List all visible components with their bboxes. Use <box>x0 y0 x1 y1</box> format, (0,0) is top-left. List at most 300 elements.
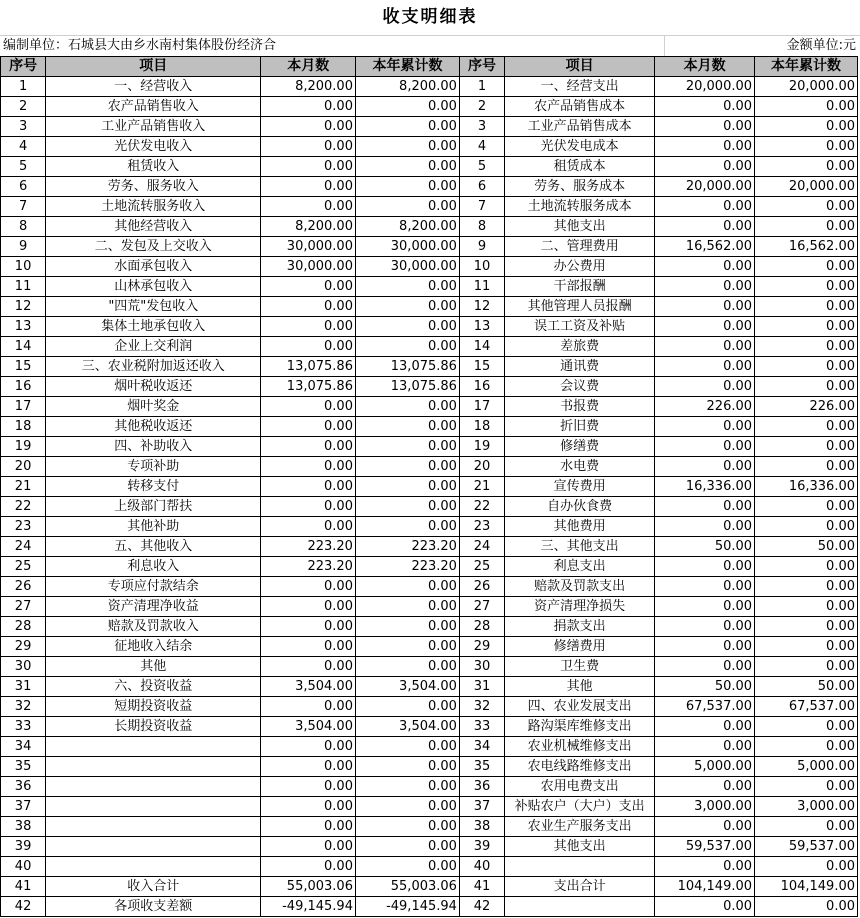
cell-income-year[interactable]: 55,003.06 <box>355 877 459 897</box>
cell-seq-2[interactable]: 14 <box>459 337 504 357</box>
cell-income-year[interactable]: 0.00 <box>355 497 459 517</box>
cell-income-month[interactable]: 3,504.00 <box>261 717 356 737</box>
cell-income-month[interactable]: -49,145.94 <box>261 897 356 917</box>
cell-expense-item[interactable]: 折旧费 <box>505 417 655 437</box>
cell-expense-month[interactable]: 0.00 <box>655 197 755 217</box>
cell-expense-month[interactable]: 0.00 <box>655 457 755 477</box>
cell-income-year[interactable]: 0.00 <box>355 857 459 877</box>
cell-expense-month[interactable]: 0.00 <box>655 817 755 837</box>
cell-expense-item[interactable]: 其他支出 <box>505 837 655 857</box>
cell-expense-item[interactable]: 书报费 <box>505 397 655 417</box>
cell-expense-year[interactable]: 0.00 <box>755 637 858 657</box>
cell-seq-2[interactable]: 26 <box>459 577 504 597</box>
cell-seq-2[interactable]: 6 <box>459 177 504 197</box>
cell-seq-2[interactable]: 20 <box>459 457 504 477</box>
cell-expense-year[interactable]: 0.00 <box>755 217 858 237</box>
cell-seq[interactable]: 3 <box>1 117 46 137</box>
cell-expense-item[interactable]: 宣传费用 <box>505 477 655 497</box>
cell-income-item[interactable]: 一、经营收入 <box>46 77 261 97</box>
cell-seq-2[interactable]: 35 <box>459 757 504 777</box>
cell-income-item[interactable]: 四、补助收入 <box>46 437 261 457</box>
cell-expense-year[interactable]: 226.00 <box>755 397 858 417</box>
cell-seq[interactable]: 20 <box>1 457 46 477</box>
cell-seq-2[interactable]: 28 <box>459 617 504 637</box>
cell-expense-item[interactable]: 捐款支出 <box>505 617 655 637</box>
cell-income-month[interactable]: 13,075.86 <box>261 357 356 377</box>
cell-expense-year[interactable]: 67,537.00 <box>755 697 858 717</box>
cell-income-year[interactable]: 3,504.00 <box>355 677 459 697</box>
cell-expense-item[interactable]: 其他 <box>505 677 655 697</box>
cell-expense-year[interactable]: 0.00 <box>755 857 858 877</box>
cell-expense-month[interactable]: 0.00 <box>655 857 755 877</box>
cell-expense-year[interactable]: 16,336.00 <box>755 477 858 497</box>
cell-income-year[interactable]: 8,200.00 <box>355 77 459 97</box>
cell-income-year[interactable]: 0.00 <box>355 737 459 757</box>
cell-expense-year[interactable]: 50.00 <box>755 537 858 557</box>
cell-income-item[interactable]: 工业产品销售收入 <box>46 117 261 137</box>
cell-expense-month[interactable]: 20,000.00 <box>655 77 755 97</box>
cell-seq-2[interactable]: 29 <box>459 637 504 657</box>
cell-expense-year[interactable]: 50.00 <box>755 677 858 697</box>
cell-expense-month[interactable]: 0.00 <box>655 597 755 617</box>
cell-seq-2[interactable]: 19 <box>459 437 504 457</box>
cell-seq[interactable]: 9 <box>1 237 46 257</box>
cell-expense-month[interactable]: 20,000.00 <box>655 177 755 197</box>
header-item[interactable]: 项目 <box>46 57 261 77</box>
cell-expense-month[interactable]: 5,000.00 <box>655 757 755 777</box>
cell-expense-year[interactable]: 104,149.00 <box>755 877 858 897</box>
cell-seq-2[interactable]: 38 <box>459 817 504 837</box>
cell-income-month[interactable]: 0.00 <box>261 297 356 317</box>
cell-income-item[interactable]: 六、投资收益 <box>46 677 261 697</box>
cell-income-item[interactable]: 其他经营收入 <box>46 217 261 237</box>
cell-expense-item[interactable]: 补贴农户（大户）支出 <box>505 797 655 817</box>
cell-seq[interactable]: 14 <box>1 337 46 357</box>
cell-income-item[interactable] <box>46 817 261 837</box>
cell-seq-2[interactable]: 40 <box>459 857 504 877</box>
cell-seq-2[interactable]: 5 <box>459 157 504 177</box>
cell-seq[interactable]: 10 <box>1 257 46 277</box>
cell-income-month[interactable]: 0.00 <box>261 417 356 437</box>
cell-income-item[interactable]: 五、其他收入 <box>46 537 261 557</box>
cell-expense-item[interactable]: 三、其他支出 <box>505 537 655 557</box>
header-seq[interactable]: 序号 <box>1 57 46 77</box>
cell-income-year[interactable]: 0.00 <box>355 137 459 157</box>
header-year[interactable]: 本年累计数 <box>355 57 459 77</box>
cell-expense-month[interactable]: 0.00 <box>655 497 755 517</box>
cell-income-month[interactable]: 0.00 <box>261 317 356 337</box>
cell-expense-item[interactable]: 劳务、服务成本 <box>505 177 655 197</box>
cell-expense-month[interactable]: 0.00 <box>655 557 755 577</box>
cell-expense-item[interactable]: 其他管理人员报酬 <box>505 297 655 317</box>
cell-seq[interactable]: 23 <box>1 517 46 537</box>
cell-expense-month[interactable]: 0.00 <box>655 157 755 177</box>
cell-income-year[interactable]: 0.00 <box>355 837 459 857</box>
cell-expense-month[interactable]: 16,336.00 <box>655 477 755 497</box>
cell-expense-item[interactable]: 其他费用 <box>505 517 655 537</box>
cell-seq-2[interactable]: 24 <box>459 537 504 557</box>
cell-expense-month[interactable]: 59,537.00 <box>655 837 755 857</box>
cell-seq[interactable]: 25 <box>1 557 46 577</box>
cell-income-month[interactable]: 13,075.86 <box>261 377 356 397</box>
cell-income-month[interactable]: 0.00 <box>261 117 356 137</box>
cell-income-item[interactable]: 二、发包及上交收入 <box>46 237 261 257</box>
cell-income-item[interactable]: 集体土地承包收入 <box>46 317 261 337</box>
cell-seq-2[interactable]: 23 <box>459 517 504 537</box>
cell-expense-year[interactable]: 20,000.00 <box>755 77 858 97</box>
cell-income-year[interactable]: 0.00 <box>355 457 459 477</box>
cell-expense-year[interactable]: 20,000.00 <box>755 177 858 197</box>
cell-seq[interactable]: 7 <box>1 197 46 217</box>
cell-expense-item[interactable]: 农用电费支出 <box>505 777 655 797</box>
cell-expense-year[interactable]: 0.00 <box>755 137 858 157</box>
cell-seq-2[interactable]: 34 <box>459 737 504 757</box>
cell-expense-month[interactable]: 3,000.00 <box>655 797 755 817</box>
cell-income-item[interactable]: 其他补助 <box>46 517 261 537</box>
cell-seq-2[interactable]: 10 <box>459 257 504 277</box>
cell-income-year[interactable]: 223.20 <box>355 557 459 577</box>
cell-expense-month[interactable]: 104,149.00 <box>655 877 755 897</box>
cell-income-month[interactable]: 0.00 <box>261 157 356 177</box>
cell-income-item[interactable]: 专项应付款结余 <box>46 577 261 597</box>
cell-seq[interactable]: 13 <box>1 317 46 337</box>
cell-seq[interactable]: 41 <box>1 877 46 897</box>
cell-expense-item[interactable]: 四、农业发展支出 <box>505 697 655 717</box>
cell-seq-2[interactable]: 2 <box>459 97 504 117</box>
cell-income-item[interactable] <box>46 737 261 757</box>
cell-expense-year[interactable]: 0.00 <box>755 777 858 797</box>
cell-expense-year[interactable]: 0.00 <box>755 277 858 297</box>
cell-seq-2[interactable]: 30 <box>459 657 504 677</box>
cell-income-year[interactable]: 0.00 <box>355 437 459 457</box>
cell-income-item[interactable]: 短期投资收益 <box>46 697 261 717</box>
cell-seq-2[interactable]: 39 <box>459 837 504 857</box>
cell-expense-year[interactable]: 0.00 <box>755 437 858 457</box>
cell-seq[interactable]: 33 <box>1 717 46 737</box>
cell-income-item[interactable]: 烟叶税收返还 <box>46 377 261 397</box>
cell-income-year[interactable]: 8,200.00 <box>355 217 459 237</box>
cell-income-year[interactable]: 0.00 <box>355 317 459 337</box>
cell-seq-2[interactable]: 22 <box>459 497 504 517</box>
cell-seq[interactable]: 32 <box>1 697 46 717</box>
cell-expense-item[interactable]: 农电线路维修支出 <box>505 757 655 777</box>
cell-expense-item[interactable]: 修缮费 <box>505 437 655 457</box>
cell-income-month[interactable]: 0.00 <box>261 657 356 677</box>
cell-expense-month[interactable]: 0.00 <box>655 897 755 917</box>
cell-expense-item[interactable]: 水电费 <box>505 457 655 477</box>
cell-expense-month[interactable]: 0.00 <box>655 297 755 317</box>
cell-income-item[interactable]: 专项补助 <box>46 457 261 477</box>
cell-seq[interactable]: 12 <box>1 297 46 317</box>
cell-expense-item[interactable]: 卫生费 <box>505 657 655 677</box>
cell-expense-year[interactable]: 0.00 <box>755 457 858 477</box>
cell-expense-year[interactable]: 3,000.00 <box>755 797 858 817</box>
cell-expense-month[interactable]: 0.00 <box>655 517 755 537</box>
cell-income-item[interactable]: 赔款及罚款收入 <box>46 617 261 637</box>
cell-seq[interactable]: 8 <box>1 217 46 237</box>
cell-expense-month[interactable]: 0.00 <box>655 137 755 157</box>
cell-expense-item[interactable]: 农业生产服务支出 <box>505 817 655 837</box>
cell-seq-2[interactable]: 27 <box>459 597 504 617</box>
cell-income-year[interactable]: 0.00 <box>355 597 459 617</box>
cell-seq-2[interactable]: 1 <box>459 77 504 97</box>
cell-expense-month[interactable]: 50.00 <box>655 537 755 557</box>
cell-income-month[interactable]: 0.00 <box>261 637 356 657</box>
cell-expense-month[interactable]: 0.00 <box>655 617 755 637</box>
cell-income-month[interactable]: 0.00 <box>261 517 356 537</box>
cell-expense-month[interactable]: 0.00 <box>655 657 755 677</box>
cell-income-year[interactable]: 0.00 <box>355 397 459 417</box>
cell-income-item[interactable]: 三、农业税附加返还收入 <box>46 357 261 377</box>
cell-seq[interactable]: 19 <box>1 437 46 457</box>
cell-seq[interactable]: 22 <box>1 497 46 517</box>
cell-seq[interactable]: 5 <box>1 157 46 177</box>
cell-income-month[interactable]: 55,003.06 <box>261 877 356 897</box>
cell-income-year[interactable]: 0.00 <box>355 797 459 817</box>
cell-income-year[interactable]: 0.00 <box>355 817 459 837</box>
cell-seq-2[interactable]: 8 <box>459 217 504 237</box>
cell-expense-item[interactable]: 干部报酬 <box>505 277 655 297</box>
cell-income-year[interactable]: 0.00 <box>355 517 459 537</box>
cell-income-month[interactable]: 0.00 <box>261 817 356 837</box>
cell-income-year[interactable]: 0.00 <box>355 417 459 437</box>
cell-seq-2[interactable]: 37 <box>459 797 504 817</box>
cell-seq-2[interactable]: 7 <box>459 197 504 217</box>
cell-income-item[interactable]: 土地流转服务收入 <box>46 197 261 217</box>
cell-income-item[interactable]: "四荒"发包收入 <box>46 297 261 317</box>
cell-income-year[interactable]: 0.00 <box>355 97 459 117</box>
cell-expense-month[interactable]: 0.00 <box>655 437 755 457</box>
cell-expense-year[interactable]: 0.00 <box>755 257 858 277</box>
cell-income-item[interactable]: 企业上交利润 <box>46 337 261 357</box>
cell-income-month[interactable]: 0.00 <box>261 197 356 217</box>
cell-income-item[interactable]: 劳务、服务收入 <box>46 177 261 197</box>
cell-income-item[interactable]: 租赁收入 <box>46 157 261 177</box>
cell-income-item[interactable]: 各项收支差额 <box>46 897 261 917</box>
cell-seq-2[interactable]: 42 <box>459 897 504 917</box>
cell-income-month[interactable]: 223.20 <box>261 537 356 557</box>
cell-income-year[interactable]: 30,000.00 <box>355 237 459 257</box>
cell-seq[interactable]: 17 <box>1 397 46 417</box>
cell-seq-2[interactable]: 12 <box>459 297 504 317</box>
cell-income-month[interactable]: 8,200.00 <box>261 77 356 97</box>
cell-expense-year[interactable]: 0.00 <box>755 377 858 397</box>
cell-expense-item[interactable]: 农产品销售成本 <box>505 97 655 117</box>
cell-income-item[interactable] <box>46 797 261 817</box>
cell-seq[interactable]: 29 <box>1 637 46 657</box>
cell-expense-month[interactable]: 0.00 <box>655 277 755 297</box>
cell-seq-2[interactable]: 31 <box>459 677 504 697</box>
cell-seq-2[interactable]: 3 <box>459 117 504 137</box>
cell-expense-year[interactable]: 0.00 <box>755 157 858 177</box>
cell-expense-month[interactable]: 0.00 <box>655 377 755 397</box>
cell-income-month[interactable]: 223.20 <box>261 557 356 577</box>
cell-income-month[interactable]: 0.00 <box>261 497 356 517</box>
cell-expense-year[interactable]: 0.00 <box>755 417 858 437</box>
cell-seq-2[interactable]: 17 <box>459 397 504 417</box>
cell-income-item[interactable]: 收入合计 <box>46 877 261 897</box>
cell-expense-item[interactable]: 支出合计 <box>505 877 655 897</box>
cell-income-year[interactable]: 0.00 <box>355 277 459 297</box>
cell-income-month[interactable]: 0.00 <box>261 437 356 457</box>
cell-seq[interactable]: 36 <box>1 777 46 797</box>
cell-seq[interactable]: 15 <box>1 357 46 377</box>
cell-income-month[interactable]: 0.00 <box>261 697 356 717</box>
cell-seq[interactable]: 30 <box>1 657 46 677</box>
cell-income-year[interactable]: 0.00 <box>355 297 459 317</box>
cell-income-month[interactable]: 0.00 <box>261 577 356 597</box>
cell-income-year[interactable]: 223.20 <box>355 537 459 557</box>
cell-seq-2[interactable]: 32 <box>459 697 504 717</box>
cell-income-month[interactable]: 0.00 <box>261 757 356 777</box>
cell-expense-item[interactable]: 资产清理净损失 <box>505 597 655 617</box>
cell-expense-item[interactable]: 修缮费用 <box>505 637 655 657</box>
cell-income-month[interactable]: 0.00 <box>261 177 356 197</box>
cell-income-year[interactable]: 0.00 <box>355 777 459 797</box>
cell-income-month[interactable]: 0.00 <box>261 97 356 117</box>
cell-seq[interactable]: 37 <box>1 797 46 817</box>
cell-income-year[interactable]: -49,145.94 <box>355 897 459 917</box>
cell-expense-month[interactable]: 0.00 <box>655 577 755 597</box>
cell-expense-item[interactable]: 租赁成本 <box>505 157 655 177</box>
cell-income-year[interactable]: 30,000.00 <box>355 257 459 277</box>
cell-expense-item[interactable]: 农业机械维修支出 <box>505 737 655 757</box>
cell-seq-2[interactable]: 15 <box>459 357 504 377</box>
cell-income-item[interactable]: 征地收入结余 <box>46 637 261 657</box>
header-month[interactable]: 本月数 <box>261 57 356 77</box>
cell-seq-2[interactable]: 21 <box>459 477 504 497</box>
cell-expense-month[interactable]: 0.00 <box>655 417 755 437</box>
cell-seq[interactable]: 35 <box>1 757 46 777</box>
cell-income-item[interactable]: 烟叶奖金 <box>46 397 261 417</box>
cell-expense-year[interactable]: 0.00 <box>755 357 858 377</box>
cell-expense-year[interactable]: 0.00 <box>755 557 858 577</box>
cell-income-month[interactable]: 3,504.00 <box>261 677 356 697</box>
cell-income-year[interactable]: 0.00 <box>355 577 459 597</box>
cell-expense-year[interactable]: 16,562.00 <box>755 237 858 257</box>
cell-seq[interactable]: 16 <box>1 377 46 397</box>
cell-expense-month[interactable]: 0.00 <box>655 777 755 797</box>
cell-expense-item[interactable]: 其他支出 <box>505 217 655 237</box>
cell-expense-month[interactable]: 0.00 <box>655 717 755 737</box>
cell-expense-item[interactable]: 工业产品销售成本 <box>505 117 655 137</box>
cell-income-month[interactable]: 0.00 <box>261 397 356 417</box>
cell-expense-item[interactable]: 误工工资及补贴 <box>505 317 655 337</box>
cell-expense-month[interactable]: 0.00 <box>655 97 755 117</box>
cell-expense-item[interactable]: 路沟渠库维修支出 <box>505 717 655 737</box>
header-item-2[interactable]: 项目 <box>505 57 655 77</box>
cell-expense-item[interactable]: 光伏发电成本 <box>505 137 655 157</box>
cell-expense-year[interactable]: 0.00 <box>755 577 858 597</box>
cell-income-item[interactable]: 利息收入 <box>46 557 261 577</box>
cell-expense-month[interactable]: 226.00 <box>655 397 755 417</box>
cell-income-year[interactable]: 0.00 <box>355 637 459 657</box>
cell-seq[interactable]: 27 <box>1 597 46 617</box>
cell-income-month[interactable]: 30,000.00 <box>261 237 356 257</box>
cell-income-month[interactable]: 0.00 <box>261 477 356 497</box>
cell-seq[interactable]: 2 <box>1 97 46 117</box>
header-month-2[interactable]: 本月数 <box>655 57 755 77</box>
cell-seq[interactable]: 28 <box>1 617 46 637</box>
cell-expense-month[interactable]: 0.00 <box>655 337 755 357</box>
cell-expense-year[interactable]: 0.00 <box>755 297 858 317</box>
cell-income-year[interactable]: 0.00 <box>355 117 459 137</box>
cell-income-month[interactable]: 30,000.00 <box>261 257 356 277</box>
cell-income-year[interactable]: 0.00 <box>355 697 459 717</box>
cell-expense-year[interactable]: 0.00 <box>755 117 858 137</box>
cell-income-year[interactable]: 0.00 <box>355 757 459 777</box>
cell-income-month[interactable]: 0.00 <box>261 457 356 477</box>
cell-seq-2[interactable]: 18 <box>459 417 504 437</box>
cell-expense-item[interactable]: 办公费用 <box>505 257 655 277</box>
cell-seq-2[interactable]: 13 <box>459 317 504 337</box>
cell-expense-year[interactable]: 0.00 <box>755 657 858 677</box>
cell-seq-2[interactable]: 9 <box>459 237 504 257</box>
cell-seq[interactable]: 42 <box>1 897 46 917</box>
cell-income-year[interactable]: 13,075.86 <box>355 357 459 377</box>
cell-income-item[interactable]: 上级部门帮扶 <box>46 497 261 517</box>
cell-income-item[interactable]: 山林承包收入 <box>46 277 261 297</box>
cell-income-year[interactable]: 0.00 <box>355 617 459 637</box>
cell-expense-item[interactable]: 一、经营支出 <box>505 77 655 97</box>
cell-expense-month[interactable]: 0.00 <box>655 257 755 277</box>
cell-seq[interactable]: 21 <box>1 477 46 497</box>
cell-income-month[interactable]: 0.00 <box>261 797 356 817</box>
cell-income-year[interactable]: 0.00 <box>355 197 459 217</box>
cell-expense-year[interactable]: 0.00 <box>755 337 858 357</box>
cell-expense-month[interactable]: 0.00 <box>655 637 755 657</box>
cell-income-month[interactable]: 0.00 <box>261 137 356 157</box>
cell-seq[interactable]: 1 <box>1 77 46 97</box>
cell-expense-item[interactable]: 土地流转服务成本 <box>505 197 655 217</box>
cell-income-item[interactable]: 农产品销售收入 <box>46 97 261 117</box>
cell-expense-year[interactable]: 0.00 <box>755 497 858 517</box>
cell-expense-month[interactable]: 16,562.00 <box>655 237 755 257</box>
header-seq-2[interactable]: 序号 <box>459 57 504 77</box>
cell-income-year[interactable]: 0.00 <box>355 337 459 357</box>
cell-income-month[interactable]: 0.00 <box>261 337 356 357</box>
cell-expense-month[interactable]: 0.00 <box>655 217 755 237</box>
cell-seq[interactable]: 18 <box>1 417 46 437</box>
cell-expense-item[interactable]: 差旅费 <box>505 337 655 357</box>
cell-expense-year[interactable]: 0.00 <box>755 597 858 617</box>
cell-seq[interactable]: 26 <box>1 577 46 597</box>
cell-seq-2[interactable]: 41 <box>459 877 504 897</box>
cell-expense-year[interactable]: 5,000.00 <box>755 757 858 777</box>
cell-expense-year[interactable]: 0.00 <box>755 897 858 917</box>
cell-expense-month[interactable]: 50.00 <box>655 677 755 697</box>
cell-seq[interactable]: 4 <box>1 137 46 157</box>
cell-income-year[interactable]: 0.00 <box>355 657 459 677</box>
cell-expense-year[interactable]: 59,537.00 <box>755 837 858 857</box>
cell-income-month[interactable]: 0.00 <box>261 837 356 857</box>
cell-income-item[interactable] <box>46 757 261 777</box>
cell-expense-item[interactable]: 赔款及罚款支出 <box>505 577 655 597</box>
cell-income-item[interactable]: 资产清理净收益 <box>46 597 261 617</box>
cell-expense-year[interactable]: 0.00 <box>755 197 858 217</box>
cell-expense-item[interactable] <box>505 897 655 917</box>
cell-expense-month[interactable]: 0.00 <box>655 317 755 337</box>
cell-income-year[interactable]: 0.00 <box>355 157 459 177</box>
cell-expense-item[interactable]: 二、管理费用 <box>505 237 655 257</box>
cell-income-year[interactable]: 3,504.00 <box>355 717 459 737</box>
cell-expense-year[interactable]: 0.00 <box>755 617 858 637</box>
cell-expense-month[interactable]: 0.00 <box>655 737 755 757</box>
cell-income-month[interactable]: 0.00 <box>261 777 356 797</box>
cell-seq[interactable]: 6 <box>1 177 46 197</box>
cell-income-item[interactable] <box>46 857 261 877</box>
cell-seq-2[interactable]: 25 <box>459 557 504 577</box>
